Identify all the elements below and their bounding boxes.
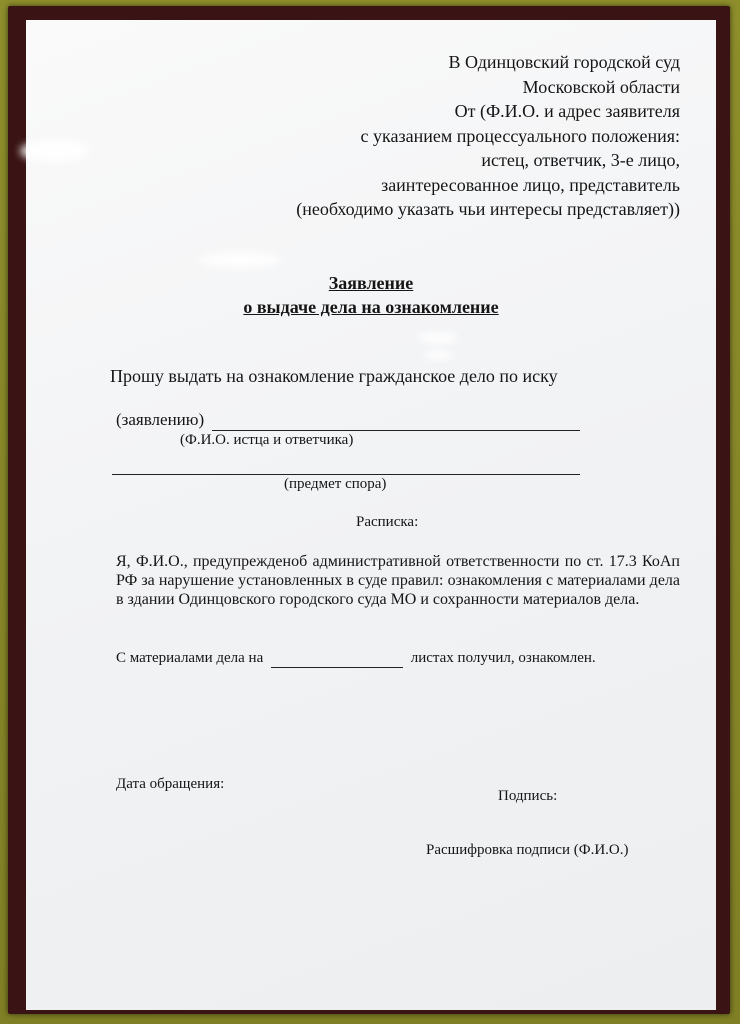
document-subtitle: о выдаче дела на ознакомление	[243, 297, 499, 317]
signature-label: Подпись:	[498, 788, 558, 804]
subject-line	[112, 454, 580, 475]
claim-prefix: (заявлению)	[116, 410, 205, 429]
address-line: От (Ф.И.О. и адрес заявителя	[454, 101, 680, 121]
date-label: Дата обращения:	[116, 776, 225, 792]
sheets-count-blank	[271, 650, 403, 668]
addressee-block	[296, 50, 680, 222]
receipt-text: Я, Ф.И.О., предупрежденоб административной ответственности по ст. 17.3 КоАп РФ за нарушение установленных в суде правил: ознакомления с материалами дела в здании Одинцовского городского суда МО и сохранности материалов дела.	[116, 553, 680, 608]
claimants-blank	[212, 410, 580, 431]
address-line: Московской области	[522, 76, 680, 97]
sheets-prefix: С материалами дела на	[116, 650, 264, 666]
address-line: (необходимо указать чьи интересы представляет))	[296, 199, 680, 219]
subject-blank	[112, 454, 580, 475]
address-line: заинтересованное лицо, представитель	[381, 174, 680, 195]
light-glare	[20, 140, 90, 162]
address-line: истец, ответчик, 3-е лицо,	[481, 150, 680, 170]
light-glare	[198, 252, 282, 268]
claimants-hint: (Ф.И.О. истца и ответчика)	[180, 432, 354, 448]
document-sheet	[26, 20, 716, 1010]
address-line: с указанием процессуального положения:	[360, 125, 680, 146]
document-title: Заявление	[328, 273, 414, 293]
subject-hint: (предмет спора)	[284, 476, 387, 492]
receipt-heading: Расписка:	[356, 514, 419, 530]
signature-decode-label: Расшифровка подписи (Ф.И.О.)	[426, 842, 629, 858]
sheets-line	[116, 650, 596, 668]
request-text: Прошу выдать на ознакомление гражданское дело по иску	[110, 366, 558, 386]
light-glare	[424, 350, 454, 360]
claim-line	[116, 410, 580, 431]
light-glare	[418, 332, 458, 344]
address-line: В Одинцовский городской суд	[448, 52, 680, 72]
sheets-suffix: листах получил, ознакомлен.	[410, 650, 596, 666]
